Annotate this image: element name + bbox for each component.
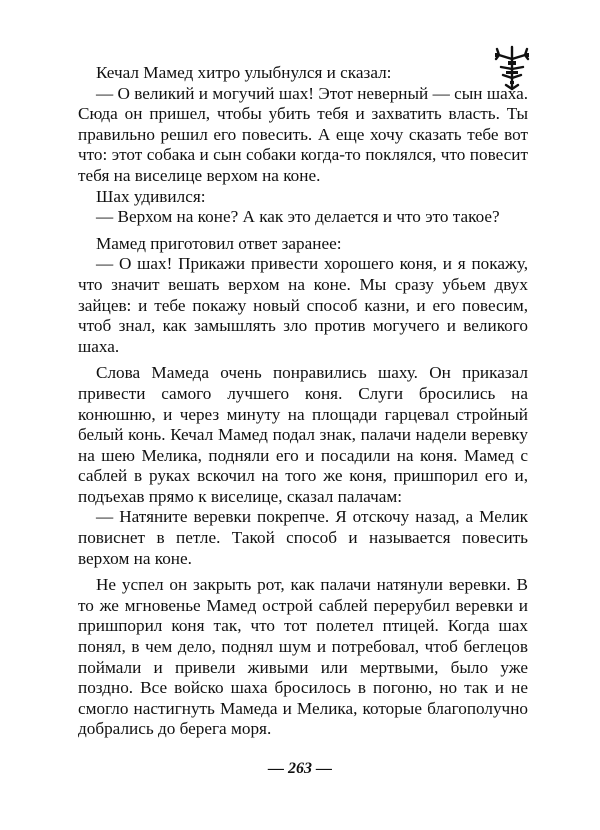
page-number: — 263 —	[268, 760, 332, 777]
paragraph: — Натяните веревки покрепче. Я отскочу назад, а Мелик повиснет в петле. Такой способ и называется повесить верхом на коне.	[78, 507, 528, 568]
paragraph: — О шах! Прикажи привести хорошего коня, и я покажу, что значит вешать верхом на коне. Мы сразу убьем двух зайцев: и тебе покажу новый способ казни, и его повесим, чтоб знал, как замышлять зло против могучего и великого шаха.	[78, 254, 528, 356]
paragraph: Кечал Мамед хитро улыбнулся и сказал:	[96, 63, 392, 82]
page-text	[78, 63, 528, 740]
paragraph: — О великий и могучий шах! Этот неверный — сын шаха. Сюда он пришел, чтобы убить тебя и захватить власть. Ты правильно решил его повесить. А еще хочу сказать тебе вот что: этот собака и сын собаки когда-то поклялся, что повесит тебя на виселице верхом на коне.	[78, 83, 528, 185]
paragraph: Не успел он закрыть рот, как палачи натянули веревки. В то же мгновенье Мамед острой саблей перерубил веревки и пришпорил коня так, что тот полетел птицей. Когда шах понял, в чем дело, поднял шум и потребовал, чтоб беглецов поймали и привели живыми или мертвыми, было уже поздно. Все войско шаха бросилось в погоню, но так и не смогло настигнуть Мамеда и Мелика, которые благополучно добрались до берега моря.	[78, 575, 528, 739]
paragraph: Шах удивился:	[96, 186, 206, 206]
paragraph: — Верхом на коне? А как это делается и что это такое?	[96, 207, 500, 227]
paragraph: Слова Мамеда очень понравились шаху. Он приказал привести самого лучшего коня. Слуги бросились на конюшню, и через минуту на площади гарцевал стройный белый конь. Кечал Мамед подал знак, палачи надели веревку на шею Мелика, подняли его и посадили на коня. Мамед с саблей в руках вскочил на того же коня, пришпорил его и, подъехав прямо к виселице, сказал палачам:	[78, 363, 528, 506]
paragraph: Мамед приготовил ответ заранее:	[96, 233, 342, 253]
